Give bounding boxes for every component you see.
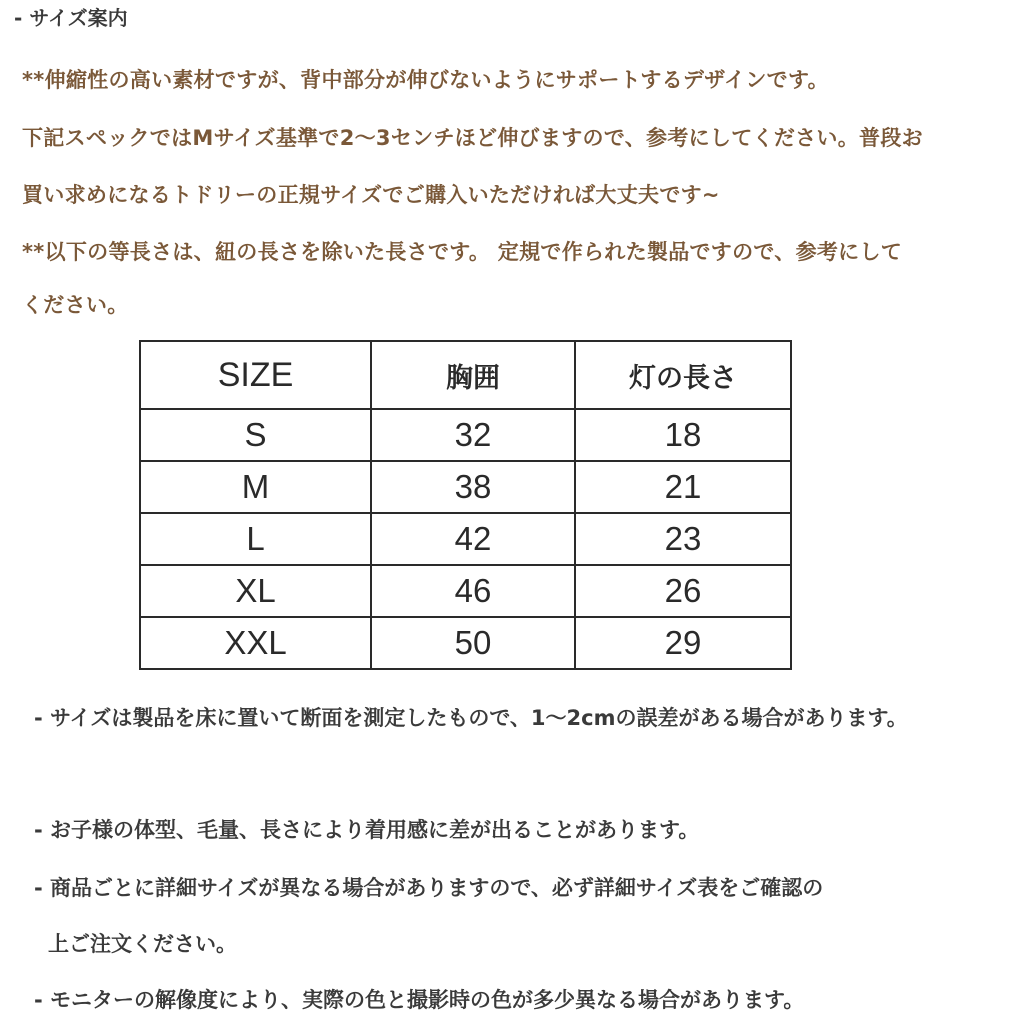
cell-size: XXL xyxy=(140,617,371,669)
section-title: - サイズ案内 xyxy=(14,6,128,30)
size-table-header-row xyxy=(140,341,791,409)
intro-line-2: 下記スペックではMサイズ基準で2～3センチほど伸びますので、参考にしてください。普段お xyxy=(22,126,923,150)
header-length: 灯の長さ xyxy=(575,341,791,409)
cell-chest: 46 xyxy=(371,565,575,617)
cell-length: 26 xyxy=(575,565,791,617)
note-fit: - お子様の体型、毛量、長さにより着用感に差が出ることがあります。 xyxy=(34,818,700,842)
cell-size: S xyxy=(140,409,371,461)
cell-chest: 42 xyxy=(371,513,575,565)
cell-length: 18 xyxy=(575,409,791,461)
cell-chest: 50 xyxy=(371,617,575,669)
note-monitor-color: - モニターの解像度により、実際の色と撮影時の色が多少異なる場合があります。 xyxy=(34,988,805,1012)
table-row xyxy=(140,513,791,565)
note-measurement: - サイズは製品を床に置いて断面を測定したもので、1～2cmの誤差がある場合があります。 xyxy=(34,706,908,730)
table-row xyxy=(140,409,791,461)
intro-line-3: 買い求めになるトドリーの正規サイズでご購入いただければ大丈夫です~ xyxy=(22,183,720,207)
header-size: SIZE xyxy=(140,341,371,409)
size-table xyxy=(139,340,792,670)
cell-size: L xyxy=(140,513,371,565)
note-size-table-line-1: - 商品ごとに詳細サイズが異なる場合がありますので、必ず詳細サイズ表をご確認の xyxy=(34,876,824,900)
cell-chest: 32 xyxy=(371,409,575,461)
cell-chest: 38 xyxy=(371,461,575,513)
table-row xyxy=(140,565,791,617)
cell-length: 21 xyxy=(575,461,791,513)
intro-line-5: ください。 xyxy=(22,293,129,317)
cell-length: 23 xyxy=(575,513,791,565)
table-row xyxy=(140,617,791,669)
note-size-table-line-2: 上ご注文ください。 xyxy=(48,932,237,956)
intro-line-1: **伸縮性の高い素材ですが、背中部分が伸びないようにサポートするデザインです。 xyxy=(22,68,829,92)
table-row xyxy=(140,461,791,513)
cell-length: 29 xyxy=(575,617,791,669)
cell-size: XL xyxy=(140,565,371,617)
intro-line-4: **以下の等長さは、紐の長さを除いた長さです。 定規で作られた製品ですので、参考にして xyxy=(22,240,903,264)
header-chest: 胸囲 xyxy=(371,341,575,409)
cell-size: M xyxy=(140,461,371,513)
